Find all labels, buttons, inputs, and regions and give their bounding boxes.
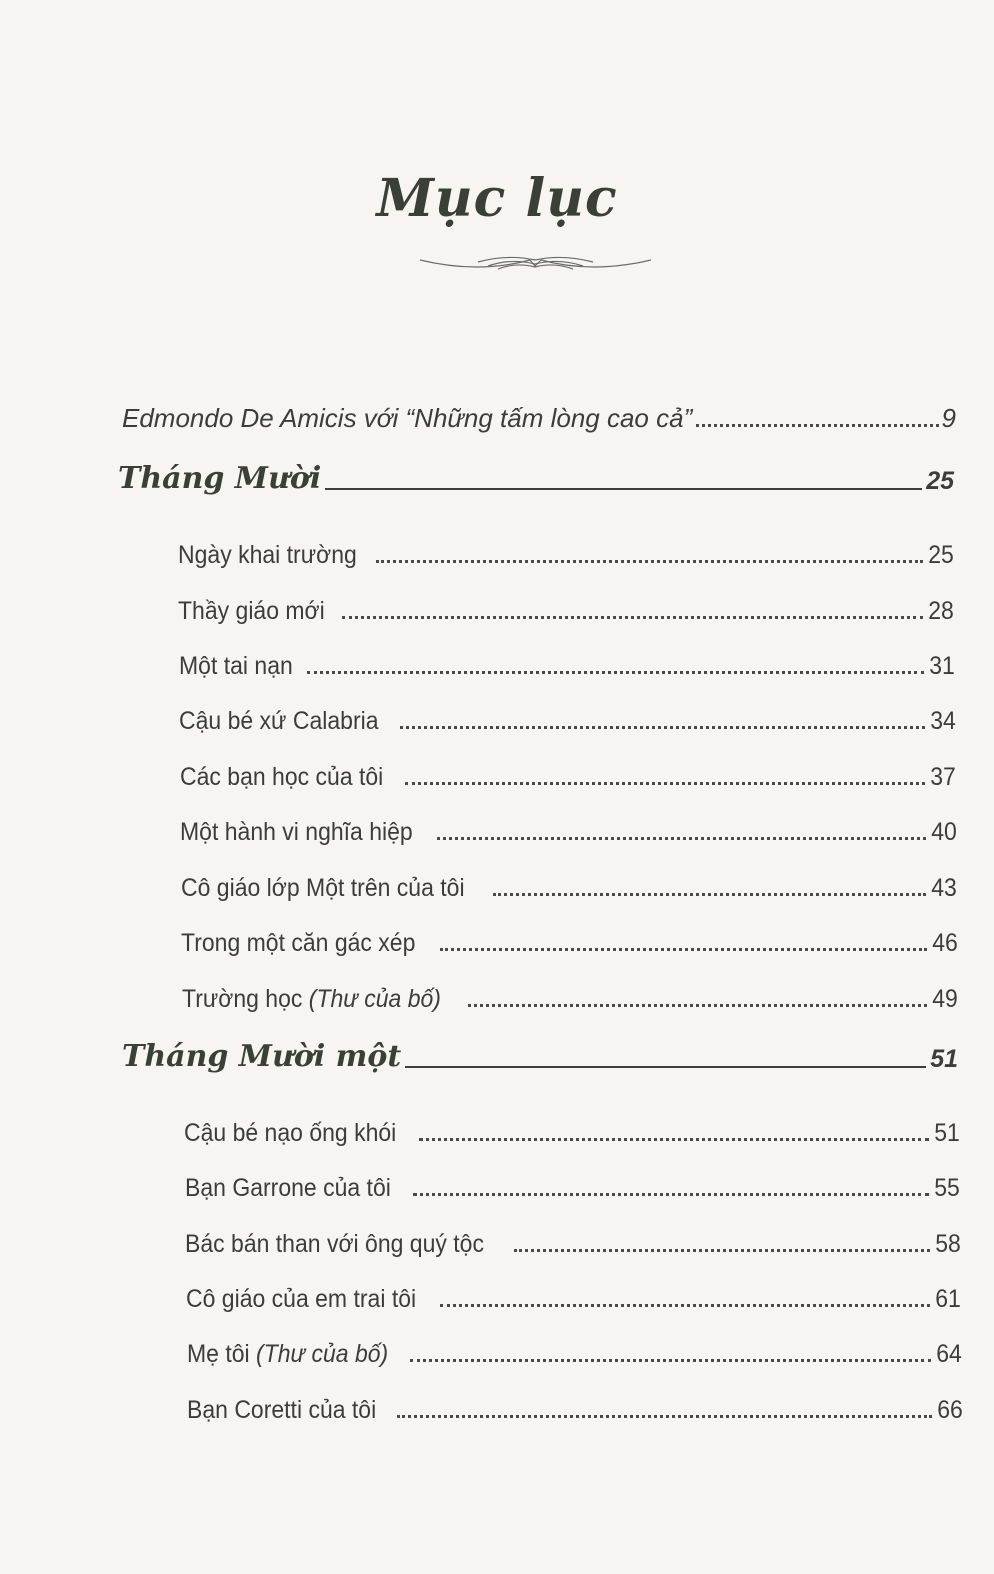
dot-leader (493, 893, 926, 896)
dot-leader (696, 424, 938, 427)
toc-entry-label: Cô giáo của em trai tôi (186, 1285, 417, 1313)
toc-entry[interactable] (179, 643, 955, 683)
toc-entry-label: Bạn Coretti của tôi (187, 1396, 377, 1424)
dot-leader (419, 1138, 929, 1141)
toc-entry-label: Một tai nạn (179, 652, 293, 680)
toc-entry-page: 49 (932, 985, 958, 1013)
dot-leader (397, 1415, 933, 1418)
toc-entry[interactable] (178, 588, 954, 628)
toc-entry-label: Ngày khai trường (178, 541, 357, 569)
toc-entry-page: 25 (928, 541, 954, 569)
dot-leader (342, 616, 924, 619)
toc-entry-page: 9 (941, 403, 956, 433)
toc-entry[interactable] (181, 865, 957, 905)
toc-entry-page: 51 (934, 1119, 960, 1147)
toc-entry[interactable] (185, 1221, 961, 1261)
toc-entry[interactable] (187, 1331, 962, 1371)
toc-entry[interactable] (187, 1387, 963, 1427)
toc-entry-page: 66 (937, 1396, 963, 1424)
toc-entry[interactable] (178, 532, 954, 572)
toc-entry-page: 46 (932, 929, 958, 957)
toc-entry-page: 43 (931, 874, 957, 902)
toc-entry-page: 31 (929, 652, 955, 680)
toc-entry[interactable] (180, 754, 956, 794)
toc-entry-page: 34 (930, 707, 956, 735)
toc-entry-label: Một hành vi nghĩa hiệp (180, 818, 413, 846)
toc-entry-label: Trường học (Thư của bố) (182, 985, 441, 1013)
toc-entry[interactable] (181, 920, 958, 960)
dot-leader (440, 1304, 930, 1307)
toc-entry-label: Cậu bé nạo ống khói (184, 1119, 397, 1147)
toc-entry-page: 61 (935, 1285, 961, 1313)
toc-entry-page: 28 (928, 597, 954, 625)
dot-leader (376, 560, 923, 563)
toc-entry-label: Bác bán than với ông quý tộc (185, 1230, 484, 1258)
toc-entry-label: Cậu bé xứ Calabria (179, 707, 379, 735)
dot-leader (413, 1193, 929, 1196)
section-rule (325, 488, 922, 490)
toc-entry[interactable] (185, 1165, 960, 1205)
toc-entry-intro[interactable] (122, 396, 956, 436)
toc-entry-label: Mẹ tôi (Thư của bố) (187, 1340, 389, 1368)
toc-entry[interactable] (180, 809, 957, 849)
toc-entry[interactable] (186, 1276, 961, 1316)
page-title: Mục lục (376, 168, 618, 229)
toc-entry-page: 40 (931, 818, 957, 846)
toc-entry-page: 58 (935, 1230, 961, 1258)
toc-entry-page: 55 (934, 1174, 960, 1202)
toc-entry-label: Trong một căn gác xép (181, 929, 416, 957)
toc-entry-label: Các bạn học của tôi (180, 763, 384, 791)
section-rule (405, 1066, 926, 1068)
toc-entry[interactable] (182, 976, 958, 1016)
toc-entry-note: (Thư của bố) (256, 1340, 389, 1368)
toc-entry-label: Edmondo De Amicis với “Những tấm lòng cao cả” (122, 403, 693, 433)
dot-leader (410, 1359, 931, 1362)
toc-entry-label: Cô giáo lớp Một trên của tôi (181, 874, 465, 902)
toc-entry-note: (Thư của bố) (308, 985, 441, 1013)
toc-entry-page: 64 (936, 1340, 962, 1368)
dot-leader (468, 1004, 928, 1007)
dot-leader (307, 671, 925, 674)
section-month-label: Tháng Mười (118, 461, 322, 496)
toc-entry-label: Bạn Garrone của tôi (185, 1174, 391, 1202)
toc-entry[interactable] (179, 698, 956, 738)
dot-leader (405, 782, 925, 785)
book-ornament-icon (418, 244, 653, 272)
dot-leader (400, 726, 925, 729)
dot-leader (440, 948, 927, 951)
section-page: 25 (926, 467, 954, 495)
section-page: 51 (930, 1045, 958, 1073)
section-month-label: Tháng Mười một (122, 1039, 402, 1074)
toc-entry-label: Thầy giáo mới (178, 597, 325, 625)
dot-leader (437, 837, 926, 840)
dot-leader (514, 1249, 930, 1252)
toc-entry-page: 37 (930, 763, 956, 791)
toc-entry[interactable] (184, 1110, 960, 1150)
toc-section-november[interactable] (122, 1036, 958, 1076)
toc-section-october[interactable] (118, 458, 954, 498)
